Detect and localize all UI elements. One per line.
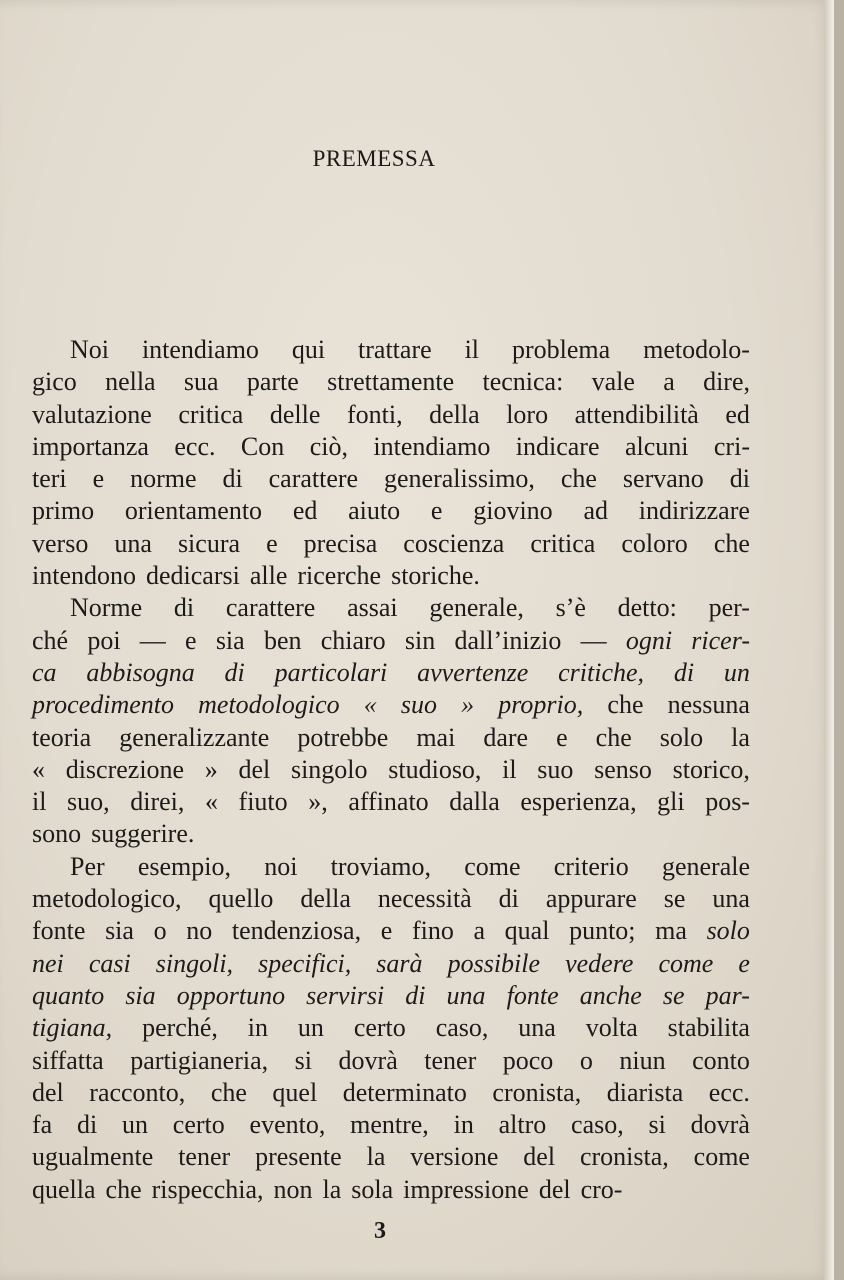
word: « [204, 787, 218, 817]
word: cronista, [492, 1077, 582, 1107]
word: ed [725, 399, 750, 429]
word: ogni [625, 625, 673, 655]
word: parte [246, 367, 299, 397]
word: sia [105, 916, 134, 946]
word: delle [269, 399, 321, 429]
text-line [32, 528, 750, 560]
text-line [32, 722, 750, 754]
word: generalissimo, [384, 464, 535, 494]
word: ricer- [691, 625, 750, 655]
word: direi, [130, 787, 185, 817]
word: dare [483, 722, 529, 752]
word: sia [215, 625, 245, 655]
word: determinato [342, 1077, 467, 1107]
word: e [556, 722, 568, 752]
word: affinato [348, 787, 429, 817]
word: teoria [32, 722, 92, 752]
word: e [380, 916, 393, 946]
word: « [363, 690, 377, 720]
page-edge [824, 0, 834, 1280]
word: un [122, 1110, 148, 1140]
word: del [523, 1142, 556, 1172]
word: o [579, 1045, 593, 1075]
word: che [210, 1077, 247, 1107]
word: giovino [473, 496, 553, 526]
word: critiche, [558, 657, 645, 687]
word: siffatta [32, 1045, 104, 1075]
word: s’è [555, 593, 586, 623]
text-line [32, 399, 750, 431]
word: e [738, 948, 750, 978]
word: del [538, 1174, 571, 1204]
word: verso [32, 528, 89, 558]
text-line [32, 948, 750, 980]
word: dedicarsi [146, 561, 240, 591]
word: loro [506, 399, 549, 429]
word: partigianeria, [130, 1045, 269, 1075]
word: suo [400, 690, 438, 720]
word: che [560, 464, 597, 494]
word: gico [32, 367, 77, 397]
paragraph [32, 592, 750, 850]
word: « [32, 754, 45, 784]
word: dall’inizio [454, 625, 562, 655]
word: un [297, 1013, 324, 1043]
word: come [693, 1142, 750, 1172]
word: di [173, 593, 195, 623]
word: sua [183, 367, 219, 397]
word: di [222, 464, 243, 494]
word: cri- [713, 431, 750, 461]
word: un [723, 657, 750, 687]
word: del [32, 1077, 64, 1107]
word: generale [661, 851, 750, 881]
word: intendono [32, 561, 136, 591]
word: per- [708, 593, 750, 623]
word: casi [88, 948, 131, 978]
text-line [32, 560, 750, 592]
word: Con [240, 431, 285, 461]
word: alcuni [624, 431, 689, 461]
word: attendibilità [574, 399, 699, 429]
word: discrezione [65, 754, 185, 784]
word: ma [655, 916, 687, 946]
word: ed [292, 496, 318, 526]
text-line [32, 366, 750, 398]
text-line [32, 1141, 750, 1173]
word: intendiamo [141, 335, 259, 364]
text-line [32, 431, 750, 463]
word: caso, [435, 1013, 489, 1043]
text-line [32, 1012, 750, 1044]
word: critica [178, 399, 244, 429]
word: che [713, 528, 750, 558]
word: chiaro [320, 625, 386, 655]
word: gli [657, 787, 685, 817]
word: nessuna [667, 690, 750, 720]
word: quello [208, 884, 274, 914]
word: il [502, 754, 517, 784]
word: » [461, 690, 475, 720]
word: poco [502, 1045, 554, 1075]
word: no [186, 916, 213, 946]
word: punto; [569, 916, 636, 946]
word: una [518, 1013, 556, 1043]
word: in [453, 1110, 474, 1140]
word: — [139, 625, 166, 655]
word: non [273, 1174, 313, 1204]
word: di [729, 464, 750, 494]
word: orientamento [124, 496, 263, 526]
word: e [430, 496, 443, 526]
word: e [185, 625, 197, 655]
word: tigiana, [32, 1013, 113, 1043]
word: strettamente [327, 367, 455, 397]
word: sarà [376, 948, 423, 978]
word: della [429, 399, 480, 429]
word: esempio, [137, 851, 232, 881]
word: fonti, [346, 399, 403, 429]
word: ben [263, 625, 302, 655]
word: se [662, 980, 685, 1010]
word: presente [255, 1142, 342, 1172]
word: la [322, 1174, 342, 1204]
word: altro [498, 1110, 547, 1140]
word: dovrà [338, 1045, 398, 1075]
word: caso, [571, 1110, 624, 1140]
word: suggerire. [91, 819, 195, 849]
word: come [658, 948, 714, 978]
word: mai [416, 722, 456, 752]
word: di [498, 884, 519, 914]
word: sicura [177, 528, 241, 558]
text-line [32, 786, 750, 818]
word: metodologico, [32, 884, 182, 914]
text-line [32, 980, 750, 1012]
text-line [32, 495, 750, 527]
word: niun [619, 1045, 666, 1075]
word: della [300, 884, 351, 914]
word: fino [411, 916, 454, 946]
word: che [595, 722, 632, 752]
word: storico, [672, 754, 750, 784]
word: cronista, [579, 1142, 669, 1172]
word: e [92, 464, 105, 494]
word: ugualmente [32, 1142, 154, 1172]
text-line [32, 1045, 750, 1077]
word: sia [125, 980, 156, 1010]
text-line [32, 689, 750, 721]
text-line [32, 818, 750, 850]
word: studioso, [388, 754, 482, 784]
word: ché [32, 625, 69, 655]
text-line [32, 1077, 750, 1109]
word: vedere [565, 948, 634, 978]
word: metodolo- [643, 335, 750, 364]
word: qual [504, 916, 550, 946]
word: tendenziosa, [231, 916, 362, 946]
word: norme [130, 464, 197, 494]
word: Noi [70, 335, 109, 364]
text-line [32, 592, 750, 624]
text-line [32, 883, 750, 915]
text-line [32, 334, 750, 366]
word: fiuto [238, 787, 288, 817]
text-line [32, 851, 750, 883]
word: quella [32, 1174, 96, 1204]
word: esperienza, [520, 787, 637, 817]
word: diarista [606, 1077, 684, 1107]
word: versione [410, 1142, 499, 1172]
word: si [294, 1045, 312, 1075]
word: una [114, 528, 152, 558]
word: precisa [303, 528, 378, 558]
word: tener [178, 1142, 231, 1172]
word: che [105, 1174, 142, 1204]
word: qui [291, 335, 326, 364]
word: teri [32, 464, 67, 494]
word: » [204, 754, 218, 784]
word: evento, [249, 1110, 326, 1140]
word: indirizzare [638, 496, 750, 526]
word: se [663, 884, 686, 914]
word: singolo [290, 754, 368, 784]
word: come [464, 851, 521, 881]
word: dire, [703, 367, 750, 397]
word: particolari [274, 657, 388, 687]
word: nella [105, 367, 156, 397]
text-line [32, 657, 750, 689]
word: di [673, 657, 695, 687]
word: ecc. [174, 431, 216, 461]
word: coloro [621, 528, 688, 558]
word: suo, [67, 787, 110, 817]
word: tecnica: [482, 367, 564, 397]
word: nei [32, 948, 64, 978]
word: singoli, [155, 948, 234, 978]
word: possibile [447, 948, 541, 978]
word: primo [32, 496, 95, 526]
word: vale [591, 367, 635, 397]
word: proprio, [498, 690, 584, 720]
word: certo [353, 1013, 406, 1043]
word: perché, [142, 1013, 218, 1043]
word: abbisogna [86, 657, 195, 687]
word: ciò, [309, 431, 348, 461]
word: », [308, 787, 328, 817]
word: servano [622, 464, 704, 494]
word: fonte [506, 980, 559, 1010]
word: poi [87, 625, 121, 655]
word: ecc. [708, 1077, 750, 1107]
word: a [473, 916, 486, 946]
word: senso [594, 754, 652, 784]
word: il [464, 335, 480, 364]
word: troviamo, [330, 851, 431, 881]
word: opportuno [176, 980, 286, 1010]
word: critica [530, 528, 596, 558]
word: pos- [705, 787, 750, 817]
word: coscienza [403, 528, 505, 558]
word: si [648, 1110, 666, 1140]
word: cro- [580, 1174, 623, 1204]
word: rispecchia, [151, 1174, 264, 1204]
word: indicare [515, 431, 600, 461]
word: potrebbe [297, 722, 389, 752]
word: conto [692, 1045, 750, 1075]
word: tener [424, 1045, 477, 1075]
word: fonte [32, 916, 86, 946]
word: racconto, [89, 1077, 186, 1107]
word: importanza [32, 431, 149, 461]
word: che [607, 690, 644, 720]
word: metodologico [198, 690, 340, 720]
word: trattare [358, 335, 432, 364]
word: dovrà [690, 1110, 750, 1140]
word: una [446, 980, 486, 1010]
word: problema [511, 335, 611, 364]
word: detto: [617, 593, 677, 623]
word: ca [32, 657, 57, 687]
word: specifici, [258, 948, 352, 978]
word: certo [172, 1110, 225, 1140]
word: necessità [377, 884, 472, 914]
word: carattere [268, 464, 359, 494]
word: alle [249, 561, 288, 591]
text-line [32, 754, 750, 786]
word: storiche. [391, 561, 480, 591]
word: solo [659, 722, 704, 752]
text-line [32, 1109, 750, 1141]
word: noi [264, 851, 298, 881]
word: aiuto [348, 496, 401, 526]
word: suo [537, 754, 574, 784]
word: anche [579, 980, 642, 1010]
word: mentre, [350, 1110, 429, 1140]
word: e [266, 528, 278, 558]
word: avvertenze [417, 657, 529, 687]
word: ad [583, 496, 608, 526]
text-line [32, 1174, 750, 1206]
word: in [247, 1013, 268, 1043]
word: carattere [225, 593, 316, 623]
word: valutazione [32, 399, 152, 429]
word: assai [347, 593, 398, 623]
word: — [580, 625, 607, 655]
word: una [712, 884, 750, 914]
word: o [153, 916, 167, 946]
word: la [731, 722, 750, 752]
text-line [32, 625, 750, 657]
word: il [32, 787, 47, 817]
word: di [405, 980, 426, 1010]
word: solo [706, 916, 750, 946]
word: di [76, 1110, 98, 1140]
word: sin [404, 625, 436, 655]
word: criterio [553, 851, 629, 881]
word: la [366, 1142, 386, 1172]
word: generalizzante [119, 722, 270, 752]
text-line [32, 463, 750, 495]
word: dalla [449, 787, 500, 817]
body-text [32, 334, 750, 1206]
word: del [238, 754, 271, 784]
word: a [663, 367, 675, 397]
word: Norme [70, 593, 143, 623]
page-number: 3 [374, 1218, 386, 1244]
word: intendiamo [373, 431, 491, 461]
page-heading: PREMESSA [312, 146, 436, 171]
word: sola [351, 1174, 394, 1204]
word: stabilita [667, 1013, 750, 1043]
paragraph [32, 334, 750, 592]
word: appurare [545, 884, 637, 914]
word: ricerche [297, 561, 382, 591]
word: sono [32, 819, 82, 849]
word: volta [585, 1013, 638, 1043]
text-line [32, 915, 750, 947]
word: generale, [429, 593, 524, 623]
word: quel [272, 1077, 318, 1107]
word: fa [32, 1110, 53, 1140]
word: impressione [403, 1174, 529, 1204]
word: quanto [32, 980, 105, 1010]
word: Per [70, 851, 105, 881]
word: servirsi [306, 980, 385, 1010]
word: procedimento [32, 690, 174, 720]
word: par- [705, 980, 750, 1010]
paragraph [32, 851, 750, 1206]
word: di [224, 657, 245, 687]
